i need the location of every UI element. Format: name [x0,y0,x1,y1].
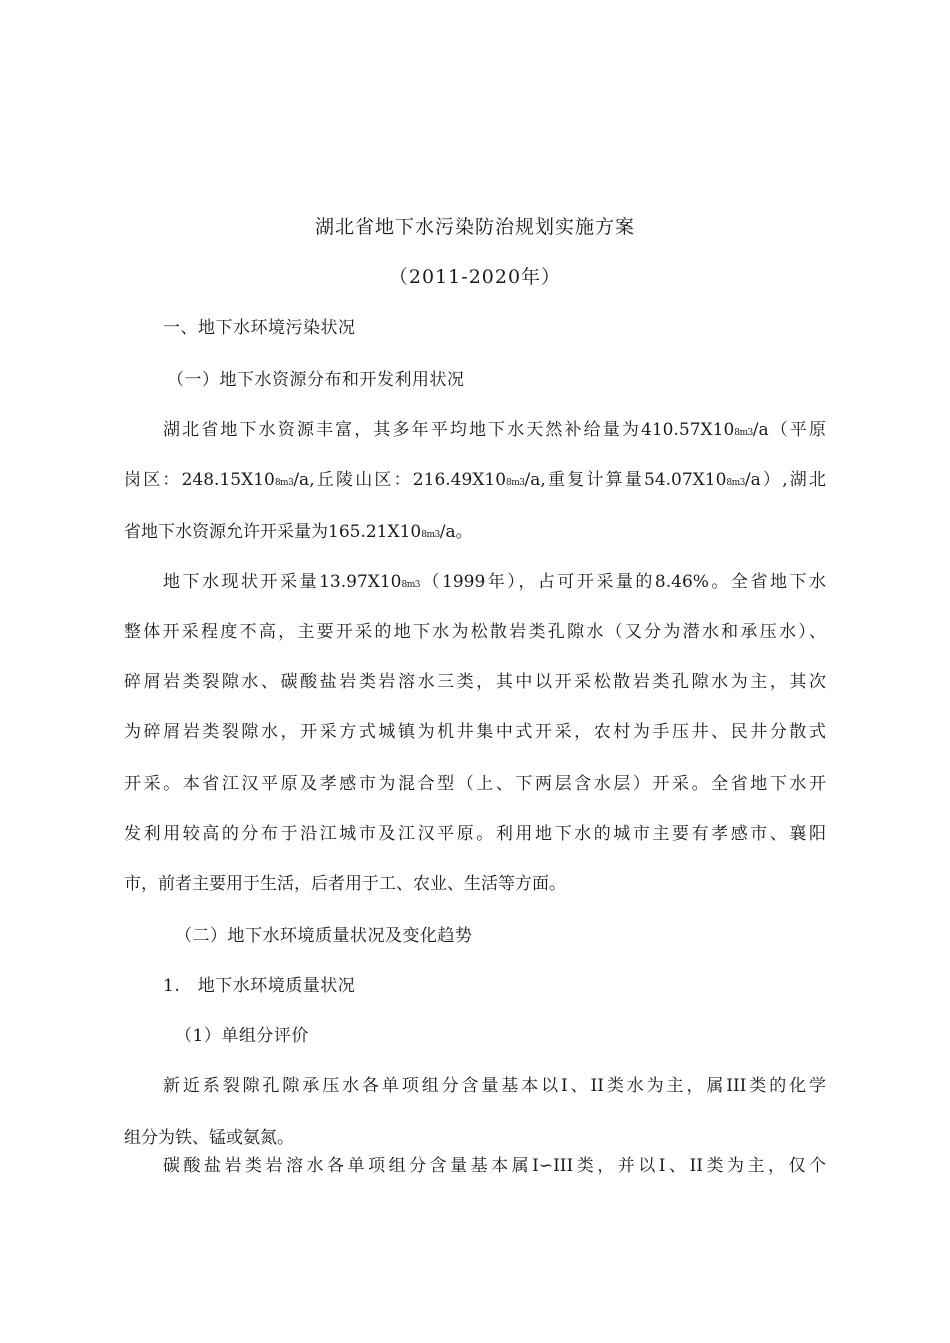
section-heading-1: 一、地下水环境污染状况 [163,318,356,338]
text: /a,重复计算量54.07X10 [524,470,727,490]
document-title: 湖北省地下水污染防治规划实施方案 [314,216,635,238]
text: 岗区：248.15X10 [124,470,275,490]
unit: 8m3 [274,478,294,488]
para2-line2: 整体开采程度不高，主要开采的地下水为松散岩类孔隙水（又分为潜水和承压水）、 [124,622,826,642]
section-heading-1-2-1-1: （1）单组分评价 [175,1026,309,1046]
para2-line3: 碎屑岩类裂隙水、碳酸盐岩类岩溶水三类，其中以开采松散岩类孔隙水为主，其次 [124,672,826,692]
text: 省地下水资源允许开采量为165.21X10 [124,522,422,542]
unit: 8m3 [401,580,420,590]
section-heading-1-1: （一）地下水资源分布和开发利用状况 [167,370,465,390]
para1-line1 [163,418,826,445]
text: /a,丘陵山区：216.49X10 [293,470,507,490]
para1-line2 [124,468,826,495]
para4-line1: 碳酸盐岩类岩溶水各单项组分含量基本属I∽III类，并以I、II类为主，仅个 [163,1156,826,1176]
section-heading-1-2-1: 1. 地下水环境质量状况 [163,976,356,996]
text: （1999年），占可开采量的8.46%。全省地下水 [420,572,826,592]
para2-line6: 发利用较高的分布于沿江城市及江汉平原。利用地下水的城市主要有孝感市、襄阳 [124,824,826,844]
unit: 8m3 [734,428,753,438]
para2-line4: 为碎屑岩类裂隙水，开采方式城镇为机井集中式开采，农村为手压井、民井分散式 [124,722,826,742]
text: /a。 [439,522,473,542]
unit: 8m3 [506,478,525,488]
section-heading-1-2: （二）地下水环境质量状况及变化趋势 [175,926,473,946]
document-subtitle: （2011-2020年） [388,266,562,288]
unit: 8m3 [726,478,745,488]
para2-line1 [163,570,826,597]
para3-line2: 组分为铁、锰或氨氮。 [124,1128,294,1148]
para3-line1: 新近系裂隙孔隙承压水各单项组分含量基本以I、II类水为主，属III类的化学 [163,1076,826,1096]
text: 地下水现状开采量13.97X10 [163,572,402,592]
text: 湖北省地下水资源丰富，其多年平均地下水天然补给量为410.57X10 [163,420,735,440]
para2-line5: 开采。本省江汉平原及孝感市为混合型（上、下两层含水层）开采。全省地下水开 [124,774,826,794]
unit: 8m3 [421,530,440,540]
text: /a（平原 [752,420,826,440]
text: /a）,湖北 [744,470,826,490]
para1-line3 [124,520,826,547]
para2-line7: 市，前者主要用于生活，后者用于工、农业、生活等方面。 [124,874,566,894]
